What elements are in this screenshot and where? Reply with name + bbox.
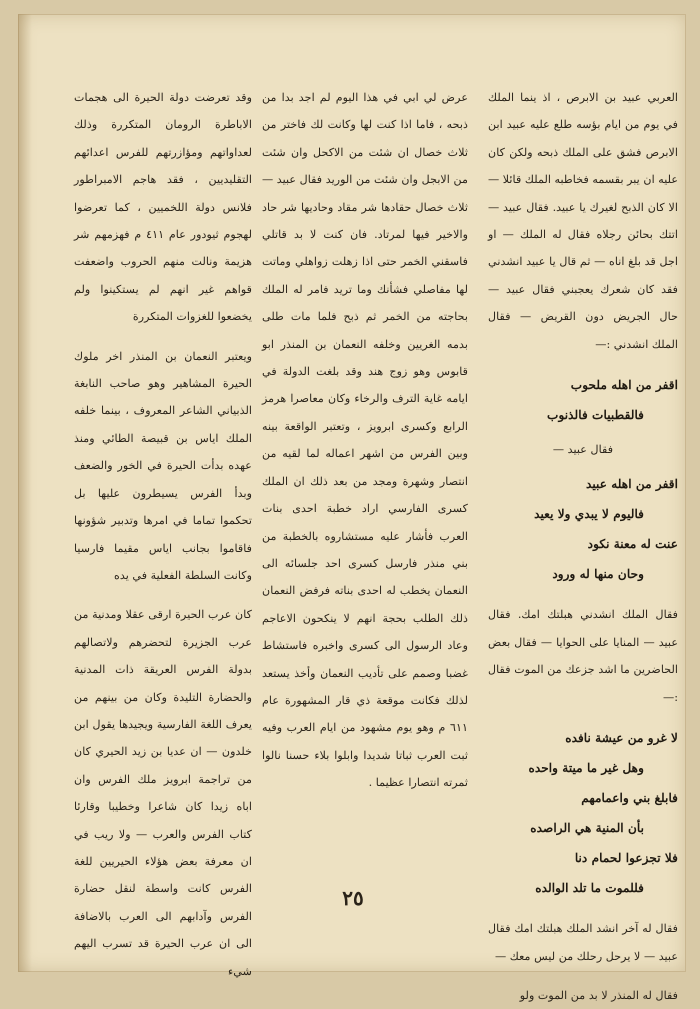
page-number: ٢٥ xyxy=(342,886,364,910)
verse-line: فالقطبيات فالذنوب xyxy=(546,408,644,423)
column-middle xyxy=(262,84,468,797)
verse-line: فللموت ما تلد الوالده xyxy=(535,881,644,896)
column-right xyxy=(488,84,678,1009)
paragraph: فقال له آخر انشد الملك هبلتك امك فقال عبيد — لا يرحل رحلك من ليس معك — xyxy=(488,922,678,963)
verse-line: عنت له معنة نكود xyxy=(587,537,678,552)
verse-line: اقفر من اهله ملحوب xyxy=(570,378,678,393)
verse-line: لا غرو من عيشة نافده xyxy=(565,731,678,746)
paragraph: العربي عبيد بن الابرص ، اذ ينما الملك في يوم من ايام بؤسه طلع عليه عبيد ابن الابرص فشق على الملك ذبحه ولكن كان عليه ان يبر بقسمه فخاطبه الملك قائلا — الا كان الذبح لغيرك يا عبيد. فقال عبيد — اتتك بحائن رجلاه فقال له الملك — او اجل قد بلغ اناه — ثم قال يا عبيد انشدني فقد كان شعرك يعجبني فقال عبيد — حال الجريض دون القريض — فقال الملك انشدني :— xyxy=(488,91,678,351)
paragraph: ويعتبر النعمان بن المنذر اخر ملوك الحيرة المشاهير وهو صاحب النابغة الذبياني الشاعر المعروف ، بينما خلفه الملك اياس بن قبيصة الطائي ومنذ عهده بدأت الحيرة في الخور والضعف وبدأ الفرس يسيطرون عليها بل تحكموا تماما في امرها وتدبير شؤونها فاقاموا بجانب اياس مقيما فارسيا وكانت السلطة الفعلية في يده xyxy=(74,349,252,582)
verse-line: بأن المنية هي الراصده xyxy=(530,821,644,836)
paragraph: فقال له المنذر لا بد من الموت ولو xyxy=(519,988,678,1002)
magazine-page xyxy=(18,14,686,1002)
paragraph: فقال الملك انشدني هبلتك امك. فقال عبيد — المنايا على الحوايا — فقال بعض الحاضرين ما اشد جزعك من الموت فقال :— xyxy=(488,608,678,704)
paragraph: كان عرب الحيرة ارقى عقلا ومدنية من عرب الجزيرة لتحضرهم ولاتصالهم بدولة الفرس العريقة ذات المدنية والحضارة التليدة وكان من بينهم من يعرف اللغة الفارسية ويجيدها يقول ابن خلدون — ان عديا بن زيد الحيري كان من تراجمة ابرويز ملك الفرس وان اباه زيدا كان شاعرا وخطيبا وقارئا كتاب الفرس والعرب — ولا ريب في ان معرفة بعض هؤلاء الحيريين للغة الفرس كانت واسطة لنقل حضارة الفرس وآدابهم الى العرب بالاضافة الى ان عرب الحيرة قد تسرب اليهم شيء xyxy=(74,608,252,978)
verse-line: فاليوم لا يبدي ولا يعيد xyxy=(534,507,644,522)
verse-line: وهل غير ما ميتة واحده xyxy=(528,761,644,776)
paragraph: عرض لي ابي في هذا اليوم لم اجد بدا من ذبحه ، فاما اذا كنت لها وكانت لك فاختر من ثلاث خصال ان شئت من الاكحل وان شئت من الابجل وان شئت من الوريد فقال عبيد — ثلاث خصال حقادها شر مقاد وحاديها شر حاد والاخير فيها لمرتاد. فان كنت لا بد قاتلي فاسقني الخمر حتى اذا زهلت زواهلي وماتت لها مفاصلي فشأنك وما تريد فامر له الملك بحاجته من الخمر ثم ذبح فلما مات طلى بدمه الغريين وخلفه النعمان بن المنذر ابو قابوس وهو زوج هند وقد بلغت الدولة في ايامه غاية الترف والرخاء وكان معاصرا هرمز الرابع وكسرى ابرويز ، وتعتبر الواقعة بينه وبين الفرس من اشهر اعماله لما لقيه من انتصار وشهرة ومجد من بعد ذلك ان الملك كسرى الفارسي اراد خطبة احدى بنات العرب فأشار عليه مستشاروه بالخطبة من بني منذر فارسل كسرى احد جلسائه الى النعمان يخطب له احدى بناته فرفض النعمان ذلك الطلب بحجة انهم لا ينكحون الاعاجم وعاد الرسول الى كسرى واخبره فاستشاط غضبا وصمم على تأديب النعمان وأخذ يستعد لذلك فكانت موقعة ذي قار المشهورة عام ٦١١ م وهو يوم مشهود من ايام العرب وفيه ثبت العرب ثباتا شديدا وابلوا بلاء حسنا نالوا ثمرته انتصارا عظيما . xyxy=(262,91,468,790)
column-left xyxy=(74,84,252,985)
verse-line: فلا تجزعوا لحمام دنا xyxy=(574,851,678,866)
paragraph: وقد تعرضت دولة الحيرة الى هجمات الاباطرة الرومان المتكررة وذلك لعداواتهم ومؤازرتهم للفرس اعدائهم التقليديين ، فقد هاجم الامبراطور فلانس دولة اللخميين ، كما تعرضوا لهجوم ثيودور عام ٤١١ م فهزمهم شر هزيمة ونالت منهم الحروب واضعفت قواهم غير انهم لم يستكينوا ولم يخضعوا للغزوات المتكررة xyxy=(74,91,252,324)
paragraph: فقال عبيد — xyxy=(552,443,614,457)
verse-line: وحان منها له ورود xyxy=(552,567,644,582)
verse-line: اقفر من اهله عبيد xyxy=(585,477,678,492)
page-edge-shadow xyxy=(18,14,32,972)
verse-line: فابلغ بني واعمامهم xyxy=(581,791,678,806)
